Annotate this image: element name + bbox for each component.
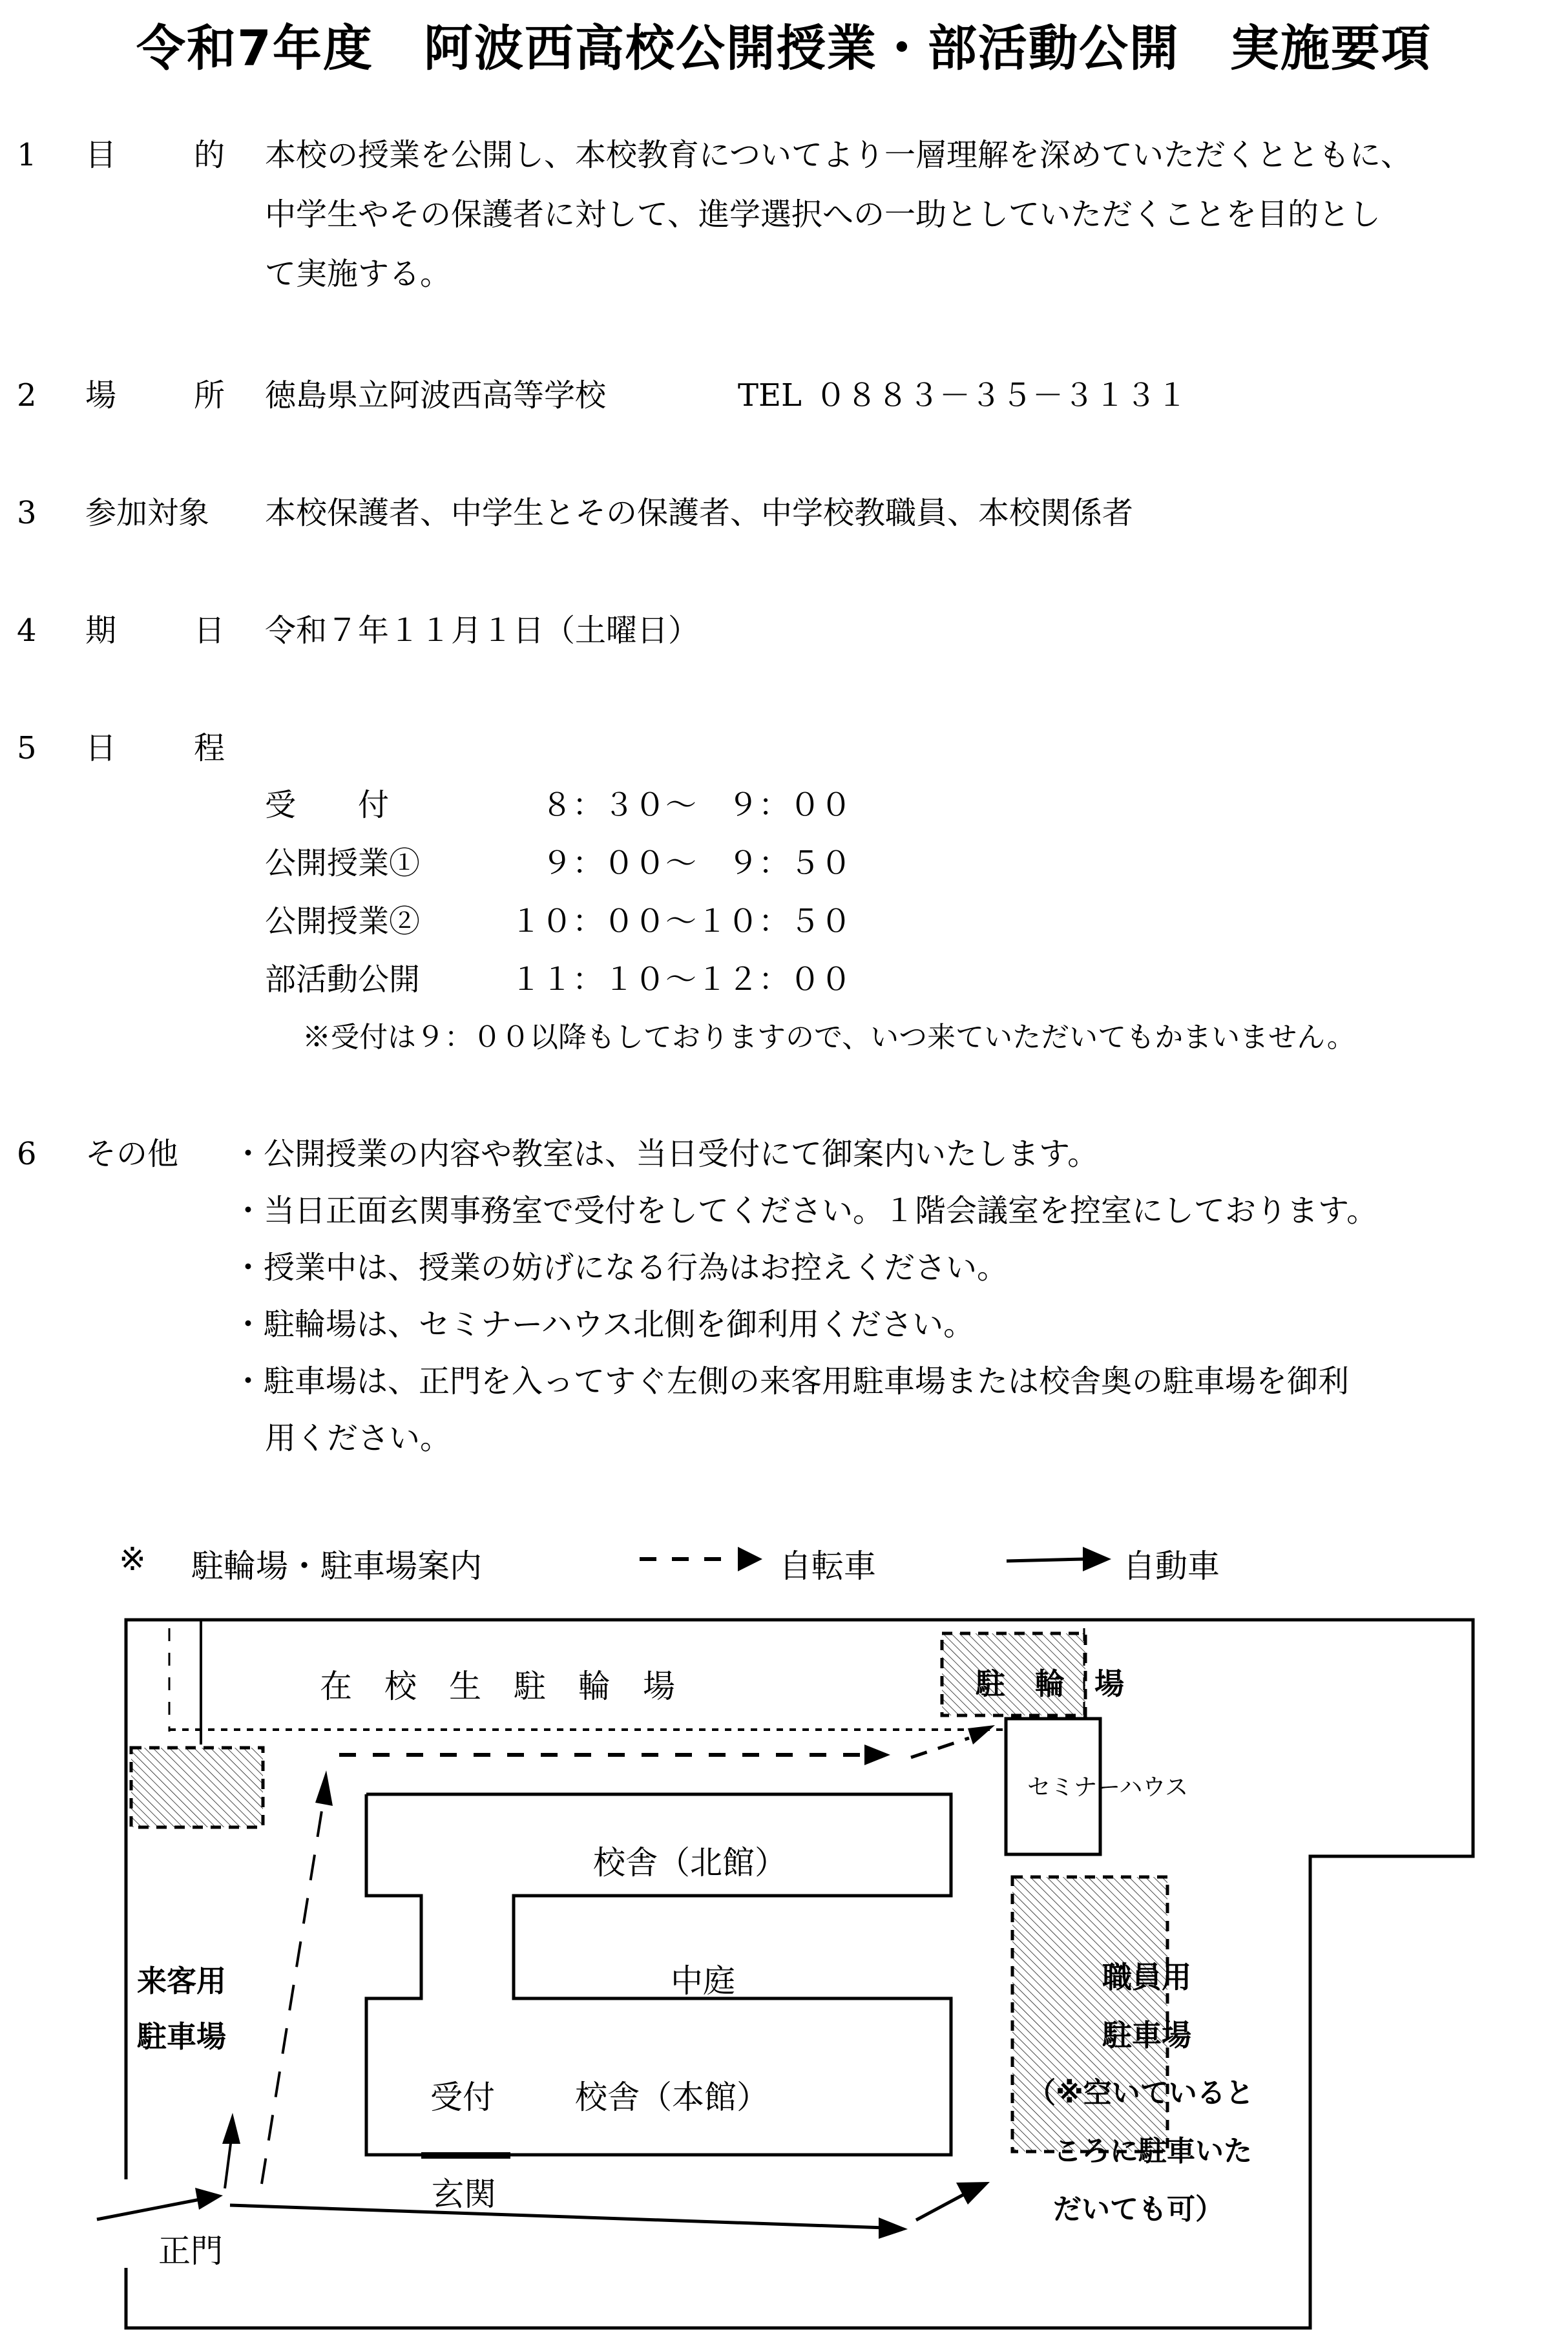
section-1-line-3: て実施する。 (265, 256, 452, 292)
legend-car-label: 自動車 (1123, 1547, 1220, 1585)
section-6-label: その他 (85, 1136, 179, 1172)
section-1-line-2: 中学生やその保護者に対して、進学選択への一助としていただくことを目的とし (265, 196, 1381, 233)
bullet-item: ・授業中は、授業の妨げになる行為はお控えください。 (233, 1250, 1009, 1286)
section-6-number: 6 (17, 1136, 37, 1172)
staff-parking-note-2: ころに駐車いた (1053, 2135, 1252, 2168)
staff-parking-note-1: （※空いていると (1027, 2077, 1254, 2110)
map-heading: 駐輪場・駐車場案内 (191, 1547, 482, 1585)
tel-number: ０８８３－３５－３１３１ (815, 377, 1188, 414)
reception-label: 受付 (430, 2079, 495, 2116)
section-2-label-a: 場 (85, 377, 117, 414)
section-4-label-b: 日 (194, 613, 225, 649)
section-2-number: 2 (17, 377, 37, 414)
section-1-number: 1 (17, 137, 37, 173)
staff-parking-label-1: 職員用 (1102, 1960, 1191, 1995)
staff-parking-note-3: だいても可） (1053, 2193, 1224, 2226)
entrance-label: 玄関 (432, 2175, 496, 2213)
page-title: 令和7年度 阿波西高校公開授業・部活動公開 実施要項 (136, 19, 1432, 77)
participants-text: 本校保護者、中学生とその保護者、中学校教職員、本校関係者 (265, 495, 1134, 531)
north-building-label: 校舎（北館） (593, 1844, 787, 1881)
section-1-line-1: 本校の授業を公開し、本校教育についてより一層理解を深めていただくとともに、 (265, 137, 1412, 173)
section-1-label-b: 的 (194, 137, 225, 173)
section-4-number: 4 (17, 613, 37, 649)
section-5-label-b: 程 (194, 730, 225, 766)
legend-bicycle-arrow-icon (640, 1547, 762, 1571)
student-bike-parking-label: 在 校 生 駐 輪 場 (320, 1668, 675, 1705)
section-5-label-a: 日 (85, 730, 117, 766)
schedule-label: 公開授業① (265, 845, 421, 881)
staff-parking-label-2: 駐車場 (1102, 2018, 1191, 2053)
section-3-label: 参加対象 (85, 495, 210, 531)
visitor-parking-label-2: 駐車場 (137, 2019, 226, 2054)
seminar-house-label: セミナーハウス (1027, 1774, 1189, 1801)
section-2-label-b: 所 (194, 377, 225, 414)
main-building-label: 校舎（本館） (575, 2079, 769, 2116)
visitor-parking-area (131, 1748, 263, 1827)
legend-car-arrow-icon (1007, 1547, 1111, 1571)
bullet-item: ・当日正面玄関事務室で受付をしてください。１階会議室を控室にしております。 (233, 1193, 1378, 1229)
schedule-label: 公開授業② (265, 903, 421, 939)
campus-boundary (126, 1620, 1473, 2328)
section-4-label-a: 期 (85, 613, 117, 649)
reference-mark: ※ (119, 1540, 146, 1578)
school-name: 徳島県立阿波西高等学校 (265, 377, 607, 414)
schedule-note: ※受付は９：００以降もしておりますので、いつ来ていただいてもかまいません。 (302, 1021, 1355, 1054)
schedule-time: ９：００～ ９：５０ (510, 845, 852, 881)
courtyard-label: 中庭 (671, 1962, 735, 2000)
main-gate-label: 正門 (158, 2232, 223, 2270)
bullet-item: ・公開授業の内容や教室は、当日受付にて御案内いたします。 (233, 1136, 1099, 1172)
schedule-time: １１：１０～１２：００ (510, 961, 852, 998)
tel-label: TEL (738, 377, 802, 414)
visitor-parking-label-1: 来客用 (137, 1964, 226, 1998)
section-3-number: 3 (17, 495, 37, 531)
bullet-item: ・駐輪場は、セミナーハウス北側を御利用ください。 (233, 1306, 975, 1343)
schedule-label: 受 付 (265, 787, 390, 823)
schedule-time: １０：００～１０：５０ (510, 903, 852, 939)
legend-bicycle-label: 自転車 (779, 1547, 876, 1585)
bullet-continuation: 用ください。 (265, 1420, 452, 1456)
car-route-arrow-icon (97, 2113, 990, 2239)
section-1-label-a: 目 (85, 137, 117, 173)
schedule-time: ８：３０～ ９：００ (510, 787, 852, 823)
bullet-item: ・駐車場は、正門を入ってすぐ左側の来客用駐車場または校舎奥の駐車場を御利 (233, 1363, 1350, 1399)
section-5-number: 5 (17, 730, 37, 766)
schedule-label: 部活動公開 (265, 961, 421, 998)
event-date: 令和７年１１月１日（土曜日） (265, 613, 700, 649)
bike-parking-label: 駐 輪 場 (976, 1666, 1124, 1701)
